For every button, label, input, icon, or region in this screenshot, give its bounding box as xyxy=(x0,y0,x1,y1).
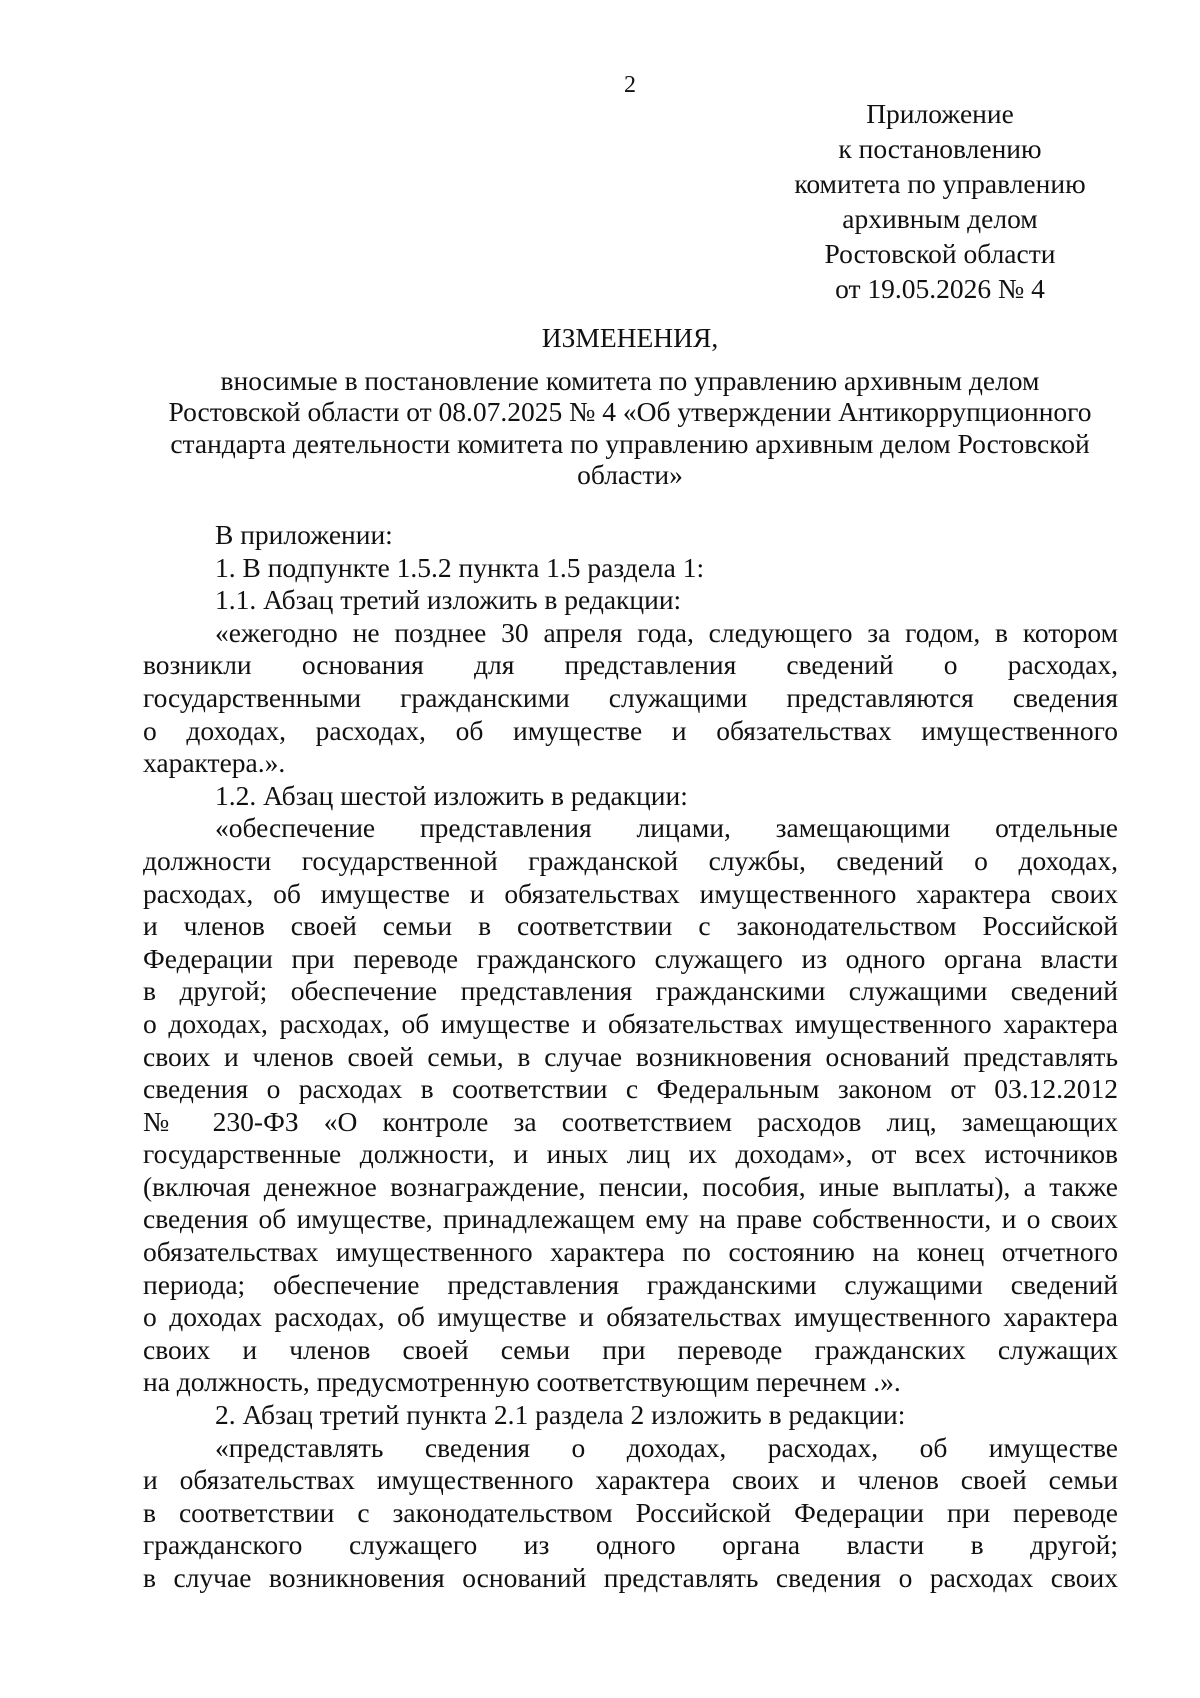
body-line: о доходах расходах, об имуществе и обязательствах имущественного характера xyxy=(143,1301,1118,1333)
body-line: (включая денежное вознаграждение, пенсии, пособия, иные выплаты), а также xyxy=(143,1170,1118,1202)
document-subtitle xyxy=(140,365,1120,491)
body-line: своих и членов своей семьи при переводе гражданских служащих xyxy=(143,1333,1118,1365)
body-line: о доходах, расходах, об имуществе и обязательствах имущественного xyxy=(143,714,1118,746)
body-line: «представлять сведения о доходах, расходах, об имуществе xyxy=(215,1431,1118,1463)
body-line: на должность, предусмотренную соответствующим перечнем .». xyxy=(143,1366,901,1398)
body-line: гражданского служащего из одного органа власти в другой; xyxy=(143,1529,1118,1561)
body-line: характера.». xyxy=(143,747,286,779)
body-line: 1. В подпункте 1.5.2 пункта 1.5 раздела 1: xyxy=(215,551,705,583)
body-line: сведения об имуществе, принадлежащем ему на праве собственности, и о своих xyxy=(143,1203,1118,1235)
body-line: в случае возникновения оснований представлять сведения о расходах своих xyxy=(143,1562,1118,1593)
appendix-line: комитета по управлению xyxy=(794,168,1086,199)
appendix-line: к постановлению xyxy=(838,133,1042,164)
body-line: 1.1. Абзац третий изложить в редакции: xyxy=(215,584,682,616)
body-line: своих и членов своей семьи, в случае возникновения оснований представлять xyxy=(143,1040,1118,1072)
appendix-line: от 19.05.2026 № 4 xyxy=(835,273,1045,304)
body-line: № 230-ФЗ «О контроле за соответствием расходов лиц, замещающих xyxy=(143,1105,1118,1137)
body-line: 2. Абзац третий пункта 2.1 раздела 2 изложить в редакции: xyxy=(215,1399,906,1431)
document-body xyxy=(143,519,1118,1595)
body-line: «обеспечение представления лицами, замещающими отдельные xyxy=(215,812,1118,844)
appendix-block xyxy=(790,96,1090,306)
body-line: «ежегодно не позднее 30 апреля года, следующего за годом, в котором xyxy=(215,616,1118,648)
page-number: 2 xyxy=(624,72,636,98)
appendix-line: архивным делом xyxy=(842,203,1038,234)
body-line: В приложении: xyxy=(215,519,393,550)
body-line: должности государственной гражданской службы, сведений о доходах, xyxy=(143,844,1118,876)
body-line: государственные должности, и иных лиц их доходам», от всех источников xyxy=(143,1138,1118,1170)
body-line: и обязательствах имущественного характера своих и членов своей семьи xyxy=(143,1464,1118,1496)
body-line: Федерации при переводе гражданского служащего из одного органа власти xyxy=(143,942,1118,974)
body-line: возникли основания для представления сведений о расходах, xyxy=(143,649,1118,681)
body-line: о доходах, расходах, об имуществе и обязательствах имущественного характера xyxy=(143,1007,1118,1039)
body-line: 1.2. Абзац шестой изложить в редакции: xyxy=(215,779,688,811)
body-line: периода; обеспечение представления гражданскими служащими сведений xyxy=(143,1268,1118,1300)
document-title: ИЗМЕНЕНИЯ, xyxy=(541,322,719,353)
body-line: обязательствах имущественного характера по состоянию на конец отчетного xyxy=(143,1236,1118,1268)
subtitle-line: области» xyxy=(577,459,683,490)
body-line: в другой; обеспечение представления гражданскими служащими сведений xyxy=(143,975,1118,1007)
appendix-line: Приложение xyxy=(866,98,1014,129)
appendix-line: Ростовской области xyxy=(824,238,1056,269)
body-line: государственными гражданскими служащими представляются сведения xyxy=(143,681,1118,713)
document-heading xyxy=(140,322,1120,491)
body-line: и членов своей семьи в соответствии с законодательством Российской xyxy=(143,910,1118,942)
body-line: расходах, об имуществе и обязательствах имущественного характера своих xyxy=(143,877,1118,909)
subtitle-line: вносимые в постановление комитета по управлению архивным делом xyxy=(220,364,1040,396)
body-line: в соответствии с законодательством Российской Федерации при переводе xyxy=(143,1496,1118,1528)
subtitle-line: стандарта деятельности комитета по управлению архивным делом Ростовской xyxy=(170,427,1090,459)
subtitle-line: Ростовской области от 08.07.2025 № 4 «Об утверждении Антикоррупционного xyxy=(168,396,1092,427)
body-line: сведения о расходах в соответствии с Федеральным законом от 03.12.2012 xyxy=(143,1073,1118,1105)
